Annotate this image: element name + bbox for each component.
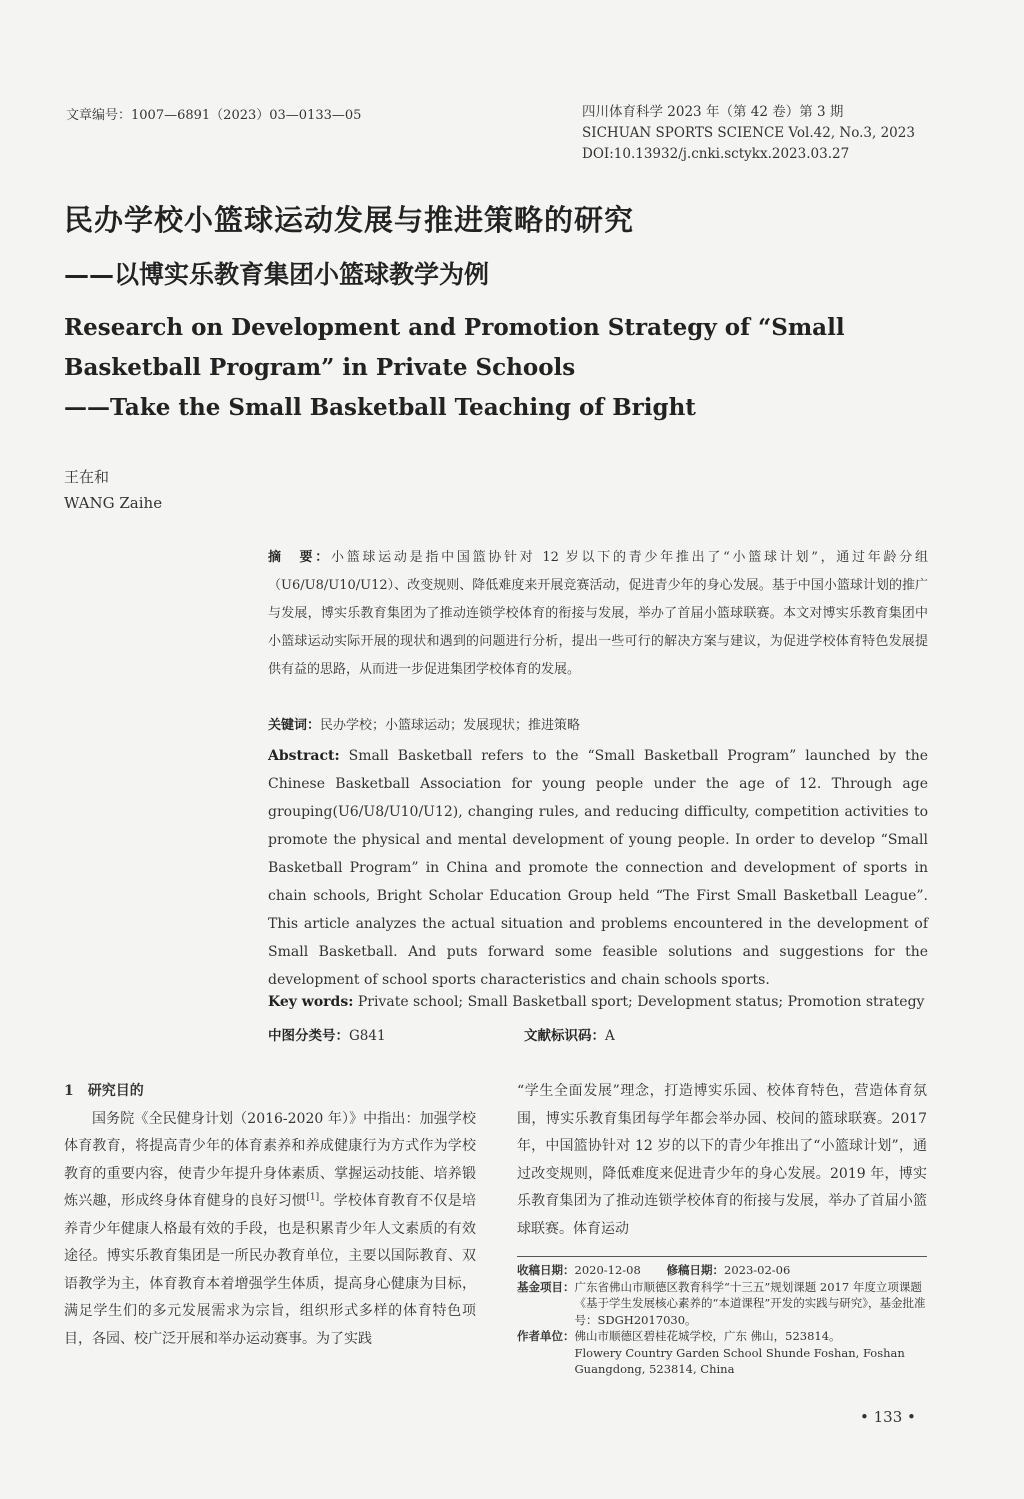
abstract-cn-text: 小篮球运动是指中国篮协针对 12 岁以下的青少年推出了“小篮球计划”，通过年龄分组（U6/U8/U10/U12）、改变规则、降低难度来开展竞赛活动，促进青少年的身心发展。基于中国小篮球计划的推广与发展，博实乐教育集团为了推动连锁学校体育的衔接与发展，举办了首届小篮球联赛。本文对博实乐教育集团中小篮球运动实际开展的现状和遇到的问题进行分析，提出一些可行的解决方案与建议，为促进学校体育特色发展提供有益的思路，从而进一步促进集团学校体育的发展。 xyxy=(268,550,928,677)
affiliation-value xyxy=(575,1328,928,1378)
received-label: 收稿日期： xyxy=(517,1263,575,1277)
body-paragraph-2: “学生全面发展”理念，打造博实乐园、校体育特色，营造体育氛围，博实乐教育集团每学年都会举办园、校间的篮球联赛。2017 年，中国篮协针对 12 岁的以下的青少年推出了“小篮球计划”，通过改变规则，降低难度来促进青少年的身心发展。2019 年，博实乐教育集团为了推动连锁学校体育的衔接与发展，举办了首届小篮球联赛。体育运动 xyxy=(517,1083,927,1237)
body-paragraph-1-part-a: 国务院《全民健身计划（2016-2020 年）》中指出：加强学校体育教育，将提高青少年的体育素养和养成健康行为方式作为学校教育的重要内容，使青少年提升身体素质、掌握运动技能、培养锻炼兴趣，形成终身体育健身的良好习惯 xyxy=(64,1110,476,1209)
keywords-en xyxy=(268,994,924,1010)
abstract-cn xyxy=(268,544,928,684)
body-column-right xyxy=(517,1078,927,1243)
revised-label: 修稿日期： xyxy=(666,1263,724,1277)
keywords-en-text: Private school; Small Basketball sport; Development status; Promotion strategy xyxy=(357,994,925,1010)
abstract-en-text: Small Basketball refers to the “Small Basketball Program” launched by the Chinese Basketball Association for young people under the age of 12. Through age grouping(U6/U8/U10/U12), changing rules, and reducing difficulty, competition activities to promote the physical and mental development of young people. In order to develop “Small Basketball Program” in China and promote the connection and development of sports in chain schools, Bright Scholar Education Group held “The First Small Basketball League”. This article analyzes the actual situation and problems encountered in the development of Small Basketball. And puts forward some feasible solutions and suggestions for the development of school sports characteristics and chain schools sports. xyxy=(268,748,928,988)
keywords-en-label: Key words: xyxy=(268,994,354,1010)
title-en xyxy=(64,308,845,428)
title-en-line-3: ——Take the Small Basketball Teaching of Bright xyxy=(64,394,696,421)
doc-code-value: A xyxy=(605,1028,615,1044)
affiliation-en: Flowery Country Garden School Shunde Foshan, Foshan Guangdong, 523814, China xyxy=(574,1345,905,1376)
abstract-en xyxy=(268,742,928,994)
section-heading: 1 研究目的 xyxy=(64,1083,144,1099)
document-code xyxy=(524,1024,615,1044)
dates-row xyxy=(517,1262,927,1279)
footnote-divider xyxy=(517,1256,927,1257)
clc-value: G841 xyxy=(349,1028,386,1044)
body-column-left xyxy=(64,1078,476,1353)
title-en-line-1: Research on Development and Promotion Strategy of “Small xyxy=(64,314,845,341)
keywords-cn xyxy=(268,714,580,733)
page-number: • 133 • xyxy=(860,1408,916,1426)
title-cn: 民办学校小篮球运动发展与推进策略的研究 xyxy=(64,203,635,237)
subtitle-cn: ——以博实乐教育集团小篮球教学为例 xyxy=(64,260,490,289)
fund-value: 广东省佛山市顺德区教育科学“十三五”规划课题 2017 年度立项课题《基于学生发展核心素养的“本道课程”开发的实践与研究》，基金批准号：SDGH2017030。 xyxy=(574,1279,926,1327)
revised-value: 2023-02-06 xyxy=(724,1263,791,1277)
footnotes xyxy=(517,1262,927,1378)
title-en-line-2: Basketball Program” in Private Schools xyxy=(64,354,576,381)
journal-cn: 四川体育科学 2023 年（第 42 卷）第 3 期 xyxy=(582,104,844,120)
fund-label: 基金项目： xyxy=(517,1279,575,1294)
body-paragraph-1 xyxy=(64,1106,476,1354)
affiliation-row xyxy=(517,1328,927,1378)
fund-row xyxy=(517,1279,927,1329)
journal-en: SICHUAN SPORTS SCIENCE Vol.42, No.3, 2023 xyxy=(582,125,915,141)
affiliation-cn: 佛山市顺德区碧桂花城学校，广东 佛山，523814。 xyxy=(574,1329,841,1343)
journal-info xyxy=(582,102,915,165)
doi: DOI:10.13932/j.cnki.sctykx.2023.03.27 xyxy=(582,146,850,162)
body-paragraph-1-part-b: 。学校体育教育不仅是培养青少年健康人格最有效的手段，也是积累青少年人文素质的有效途径。博实乐教育集团是一所民办教育单位，主要以国际教育、双语教学为主，体育教育本着增强学生体质，提高身心健康为目标，满足学生们的多元发展需求为宗旨，组织形式多样的体育特色项目，各园、校广泛开展和举办运动赛事。为了实践 xyxy=(64,1193,477,1347)
keywords-cn-label: 关键词： xyxy=(268,718,321,733)
doc-code-label: 文献标识码： xyxy=(524,1028,605,1044)
author-en: WANG Zaihe xyxy=(64,494,163,512)
abstract-cn-label: 摘 要： xyxy=(268,550,331,565)
clc-number xyxy=(268,1024,386,1044)
affiliation-label: 作者单位： xyxy=(517,1329,575,1343)
author-cn: 王在和 xyxy=(64,468,110,486)
keywords-cn-text: 民办学校；小篮球运动；发展现状；推进策略 xyxy=(320,718,581,733)
article-number: 文章编号：1007—6891（2023）03—0133—05 xyxy=(66,108,362,123)
citation-ref: [1] xyxy=(306,1192,320,1203)
clc-label: 中图分类号： xyxy=(268,1028,349,1044)
abstract-en-label: Abstract: xyxy=(268,748,340,764)
received-value: 2020-12-08 xyxy=(574,1263,641,1277)
